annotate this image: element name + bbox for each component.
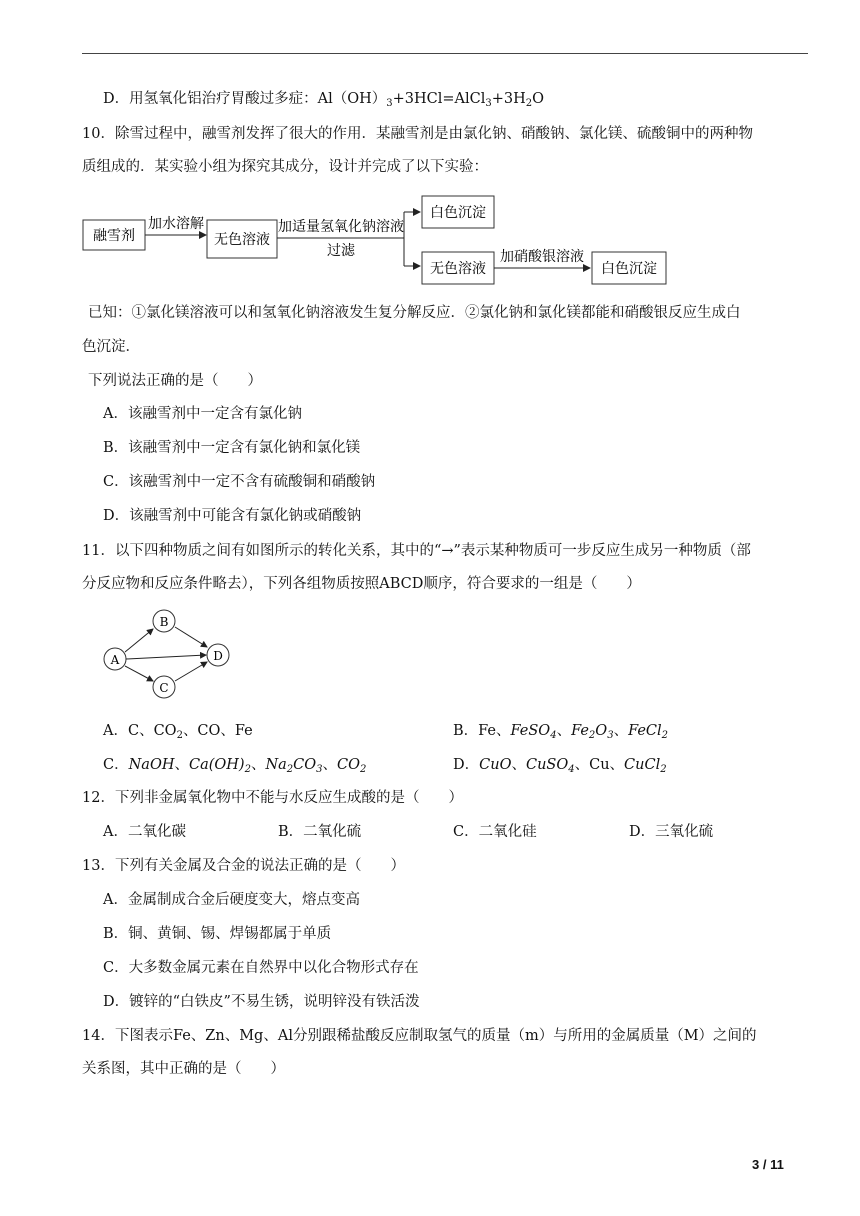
- q11-option-a: A．C、$CO_2$、CO、Fe: [103, 723, 253, 741]
- q11-stem-line2: 分反应物和反应条件略去），下列各组物质按照ABCD顺序，符合要求的一组是（ ）: [82, 576, 641, 592]
- arrow-b-to-d: [175, 627, 207, 647]
- page-number: 3 / 11: [752, 1157, 784, 1172]
- q13-option-b: B．铜、黄铜、锡、焊锡都属于单质: [103, 926, 332, 942]
- flow-arrow-2-label-bottom: 过滤: [327, 243, 355, 259]
- flow-box-white-precipitate-2-label: 白色沉淀: [601, 261, 657, 277]
- arrow-a-to-d: [126, 655, 206, 659]
- q10-flow-diagram: [82, 188, 682, 288]
- node-d-label: D: [213, 649, 223, 663]
- q12-option-b: B．二氧化硫: [278, 824, 362, 840]
- q10-stem-line2: 质组成的．某实验小组为探究其成分，设计并完成了以下实验：: [82, 159, 488, 175]
- header-rule: [82, 53, 808, 54]
- q13-option-a: A．金属制成合金后硬度变大，熔点变高: [103, 892, 360, 908]
- q10-stem-line1: 10．除雪过程中，融雪剂发挥了很大的作用．某融雪剂是由氯化钠、硝酸钠、氯化镁、硫酸铜中的两种物: [82, 126, 753, 142]
- q13-option-c: C．大多数金属元素在自然界中以化合物形式存在: [103, 960, 419, 976]
- q12-stem: 12．下列非金属氧化物中不能与水反应生成酸的是（ ）: [82, 790, 463, 806]
- flow-box-snowmelt-label: 融雪剂: [93, 228, 135, 244]
- q12-option-a: A．二氧化碳: [103, 824, 186, 840]
- node-a-label: A: [110, 653, 120, 667]
- q11-stem-line1: 11．以下四种物质之间有如图所示的转化关系，其中的“→”表示某种物质可一步反应生成另一种物质（部: [82, 543, 751, 559]
- q10-known-line2: 色沉淀．: [82, 339, 140, 355]
- q10-option-b: B．该融雪剂中一定含有氯化钠和氯化镁: [103, 440, 361, 456]
- q12-option-c: C．二氧化硅: [453, 824, 537, 840]
- q13-stem: 13．下列有关金属及合金的说法正确的是（ ）: [82, 858, 405, 874]
- arrow-a-to-b: [125, 629, 153, 652]
- q10-option-a: A．该融雪剂中一定含有氯化钠: [103, 406, 302, 422]
- q10-known-line1: 已知：①氯化镁溶液可以和氢氧化钠溶液发生复分解反应．②氯化钠和氯化镁都能和硝酸银反应生成白: [88, 305, 741, 321]
- q13-option-d: D．镀锌的“白铁皮”不易生锈，说明锌没有铁活泼: [103, 994, 420, 1010]
- q11-option-c: C．NaOH、$Ca(OH)_2$、$Na_2CO_3$、$CO_2$: [103, 757, 367, 775]
- q14-stem-line1: 14．下图表示Fe、Zn、Mg、Al分别跟稀盐酸反应制取氢气的质量（m）与所用的金属质量（M）之间的: [82, 1028, 757, 1044]
- flow-arrow-1-label: 加水溶解: [148, 216, 204, 232]
- q10-option-d: D．该融雪剂中可能含有氯化钠或硝酸钠: [103, 508, 362, 524]
- arrow-c-to-d: [175, 662, 207, 681]
- q11-option-d: D．CuO、CuSO$_4$、Cu、CuCl$_2$: [453, 757, 667, 775]
- q10-ask: 下列说法正确的是（ ）: [88, 373, 262, 389]
- q11-conversion-diagram: [98, 605, 238, 705]
- q14-stem-line2: 关系图，其中正确的是（ ）: [82, 1061, 285, 1077]
- q9-option-d: D．用氢氧化铝治疗胃酸过多症：$Al(OH)_3+3HCl=AlCl_3+3H_2O$: [103, 91, 545, 109]
- flow-arrow-3-label: 加硝酸银溶液: [500, 249, 584, 265]
- arrow-a-to-c: [125, 666, 153, 681]
- node-b-label: B: [159, 615, 169, 629]
- flow-box-colorless-solution-2-label: 无色溶液: [430, 261, 486, 277]
- q12-option-d: D．三氧化硫: [629, 824, 714, 840]
- node-c-label: C: [159, 681, 169, 695]
- flow-arrow-2-label-top: 加适量氢氧化钠溶液: [278, 219, 404, 235]
- flow-box-white-precipitate-1-label: 白色沉淀: [430, 205, 486, 221]
- flow-box-colorless-solution-1-label: 无色溶液: [214, 232, 270, 248]
- q11-option-b: B．Fe、FeSO$_4$、$Fe_2O_3$、FeCl$_2$: [453, 723, 669, 741]
- q10-option-c: C．该融雪剂中一定不含有硫酸铜和硝酸钠: [103, 474, 376, 490]
